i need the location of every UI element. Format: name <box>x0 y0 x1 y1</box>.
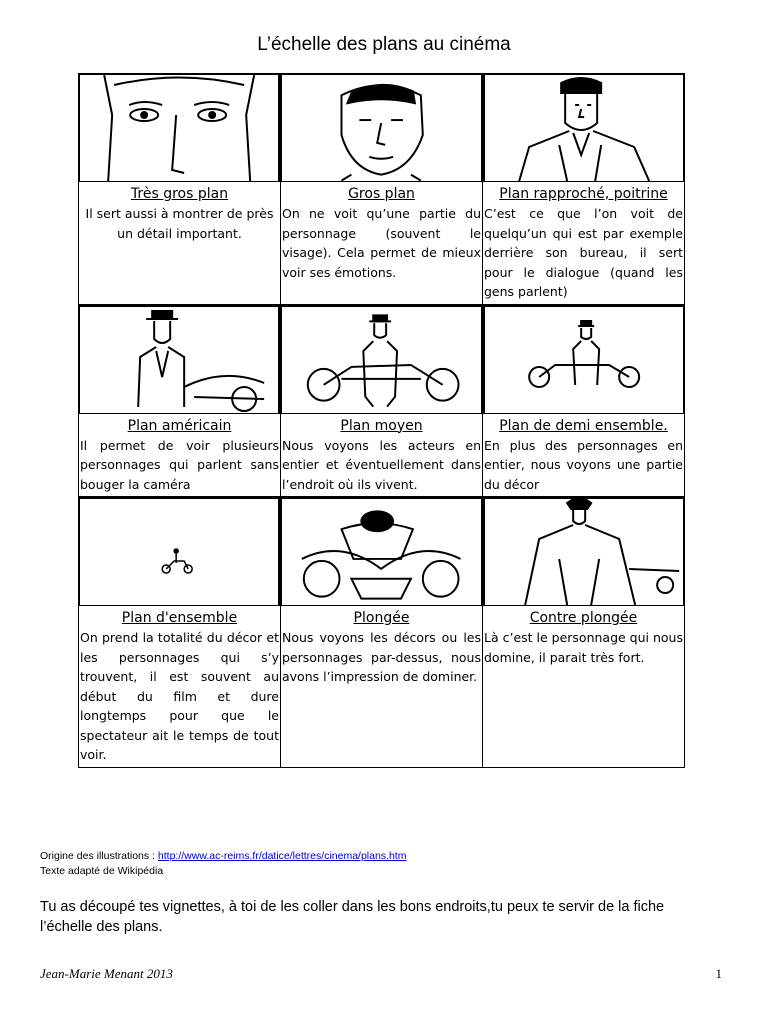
row-cells <box>78 181 685 305</box>
illustration-wide-medium-shot <box>485 307 683 413</box>
illustration-extreme-closeup <box>80 75 278 181</box>
cell-plongee <box>281 606 483 767</box>
illustration-american-shot <box>80 307 278 413</box>
instruction-text: Tu as découpé tes vignettes, à toi de les coller dans les bons endroits,tu peux te servir de la fiche l’échelle des plans. <box>40 899 665 935</box>
cell-text: Il sert aussi à montrer de près un détail important. <box>85 206 274 241</box>
page-title: L’échelle des plans au cinéma <box>257 34 511 55</box>
cell-heading: Plan rapproché, poitrine <box>499 186 668 202</box>
illustration-low-angle-shot <box>485 499 683 605</box>
source-line <box>40 849 406 864</box>
table-row <box>78 73 685 305</box>
film-strip <box>78 73 685 181</box>
row-cells <box>78 413 685 498</box>
shot-scale-table <box>78 73 685 768</box>
cell-plan-ensemble <box>79 606 281 767</box>
film-strip <box>78 497 685 605</box>
cell-gros-plan <box>281 182 483 304</box>
cell-heading: Plan moyen <box>340 417 423 434</box>
page-number: 1 <box>715 966 722 981</box>
cell-heading: Plan américain <box>127 417 232 434</box>
cell-text: Il permet de voir plusieurs personnages qui parlent sans bouger la caméra <box>80 437 279 492</box>
footer-author: Jean-Marie Menant 2013 <box>40 966 173 981</box>
illustration-medium-closeup <box>485 75 683 181</box>
cell-text: On ne voit qu’une partie du personnage (souvent le visage). Cela permet de mieux voir ses émotions. <box>282 206 481 280</box>
cell-text: En plus des personnages en entier, nous voyons une partie du décor <box>484 437 683 492</box>
cell-heading: Très gros plan <box>130 186 229 202</box>
row-cells <box>78 605 685 768</box>
illustration-closeup <box>282 75 480 181</box>
table-row <box>78 305 685 498</box>
cell-contre-plongee <box>483 606 684 767</box>
cell-plan-demi-ensemble <box>483 414 684 497</box>
illustration-medium-shot <box>282 307 480 413</box>
cell-heading: Plan de demi ensemble. <box>499 417 668 434</box>
cell-plan-moyen <box>281 414 483 497</box>
source-note: Texte adapté de Wikipédia <box>40 865 164 877</box>
cell-heading: Gros plan <box>348 186 415 202</box>
source-credits <box>40 849 406 879</box>
illustration-high-angle-shot <box>282 499 480 605</box>
cell-text: On prend la totalité du décor et les personnages qui s’y trouvent, il est souvent au début du film et dure longtemps pour que le spectateur ait le temps de tout voir. <box>80 630 279 762</box>
cell-plan-rapproche <box>483 182 684 304</box>
cell-text: Là c’est le personnage qui nous domine, il parait très fort. <box>484 630 683 665</box>
cell-heading: Contre plongée <box>529 610 638 626</box>
source-label: Origine des illustrations : <box>40 850 155 862</box>
film-strip <box>78 305 685 413</box>
cell-plan-americain <box>79 414 281 497</box>
cell-text: Nous voyons les acteurs en entier et éventuellement dans l’endroit où ils vivent. <box>282 437 481 492</box>
cell-heading: Plongée <box>353 610 410 626</box>
cell-text: Nous voyons les décors ou les personnages par-dessus, nous avons l’impression de dominer. <box>282 630 481 684</box>
cell-text: C’est ce que l’on voit de quelqu’un qui est par exemple derrière son bureau, il sert pour le dialogue (quand les gens parlent) <box>484 206 683 299</box>
source-link[interactable]: http://www.ac-reims.fr/datice/lettres/cinema/plans.htm <box>157 850 407 862</box>
illustration-long-shot <box>80 499 278 605</box>
cell-tres-gros-plan <box>79 182 281 304</box>
table-row <box>78 497 685 768</box>
cell-heading: Plan d'ensemble <box>121 610 238 626</box>
